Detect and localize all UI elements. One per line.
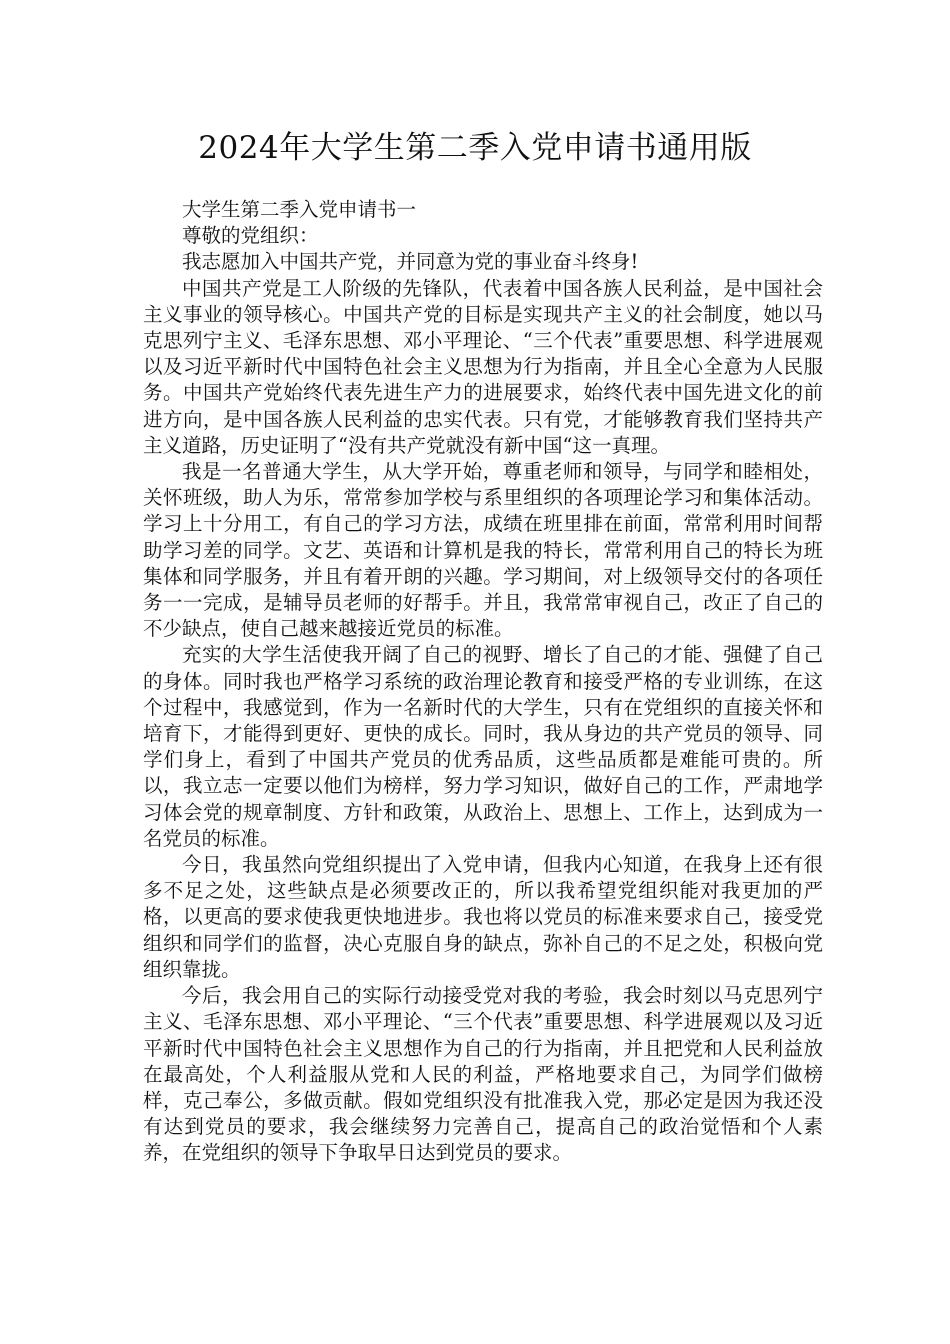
paragraph-salutation: 尊敬的党组织： — [182, 224, 319, 248]
paragraph-growth: 充实的大学生活使我开阔了自己的视野、增长了自己的才能、强健了自己的身体。同时我也严格学习系统的政治理论教育和接受严格的专业训练，在这个过程中，我感觉到，作为一名新时代的大学生，只有在党组织的直接关怀和培育下，才能得到更好、更快的成长。同时，我从身边的共产党员的领导、同学们身上，看到了中国共产党员的优秀品质，这些品质都是难能可贵的。所以，我立志一定要以他们为榜样，努力学习知识，做好自己的工作，严肃地学习体会党的规章制度、方针和政策，从政治上、思想上、工作上，达到成为一名党员的标准。 — [143, 643, 823, 850]
paragraph-party-description: 中国共产党是工人阶级的先锋队，代表着中国各族人民利益，是中国社会主义事业的领导核心。中国共产党的目标是实现共产主义的社会制度，她以马克思列宁主义、毛泽东思想、邓小平理论、“三个代表”重要思想、科学进展观以及习近平新时代中国特色社会主义思想为行为指南，并且全心全意为人民服务。中国共产党始终代表先进生产力的进展要求，始终代表中国先进文化的前进方向，是中国各族人民利益的忠实代表。只有党，才能够教育我们坚持共产主义道路，历史证明了“没有共产党就没有新中国“这一真理。 — [143, 276, 823, 457]
paragraph-shortcomings: 今日，我虽然向党组织提出了入党申请，但我内心知道，在我身上还有很多不足之处，这些缺点是必须要改正的，所以我希望党组织能对我更加的严格，以更高的要求使我更快地进步。我也将以党员的标准来要求自己，接受党组织和同学们的监督，决心克服自身的缺点，弥补自己的不足之处，积极向党组织靠拢。 — [143, 853, 823, 981]
document-body — [143, 197, 823, 1167]
paragraph-heading: 大学生第二季入党申请书一 — [182, 198, 417, 221]
paragraph-pledge: 我志愿加入中国共产党，并同意为党的事业奋斗终身! — [182, 250, 639, 274]
paragraph-self-introduction: 我是一名普通大学生，从大学开始，尊重老师和领导，与同学和睦相处，关怀班级，助人为乐，常常参加学校与系里组织的各项理论学习和集体活动。学习上十分用工，有自己的学习方法，成绩在班里排在前面，常常利用时间帮助学习差的同学。文艺、英语和计算机是我的特长，常常利用自己的特长为班集体和同学服务，并且有着开朗的兴趣。学习期间，对上级领导交付的各项任务一一完成，是辅导员老师的好帮手。并且，我常常审视自己，改正了自己的不少缺点，使自己越来越接近党员的标准。 — [143, 460, 823, 641]
paragraph-future-commitment: 今后，我会用自己的实际行动接受党对我的考验，我会时刻以马克思列宁主义、毛泽东思想、邓小平理论、“三个代表”重要思想、科学进展观以及习近平新时代中国特色社会主义思想作为自己的行为指南，并且把党和人民利益放在最高处，个人利益服从党和人民的利益，严格地要求自己，为同学们做榜样，克己奉公，多做贡献。假如党组织没有批准我入党，那必定是因为我还没有达到党员的要求，我会继续努力完善自己，提高自己的政治觉悟和个人素养，在党组织的领导下争取早日达到党员的要求。 — [143, 984, 823, 1165]
document-title: 2024年大学生第二季入党申请书通用版 — [198, 130, 752, 166]
